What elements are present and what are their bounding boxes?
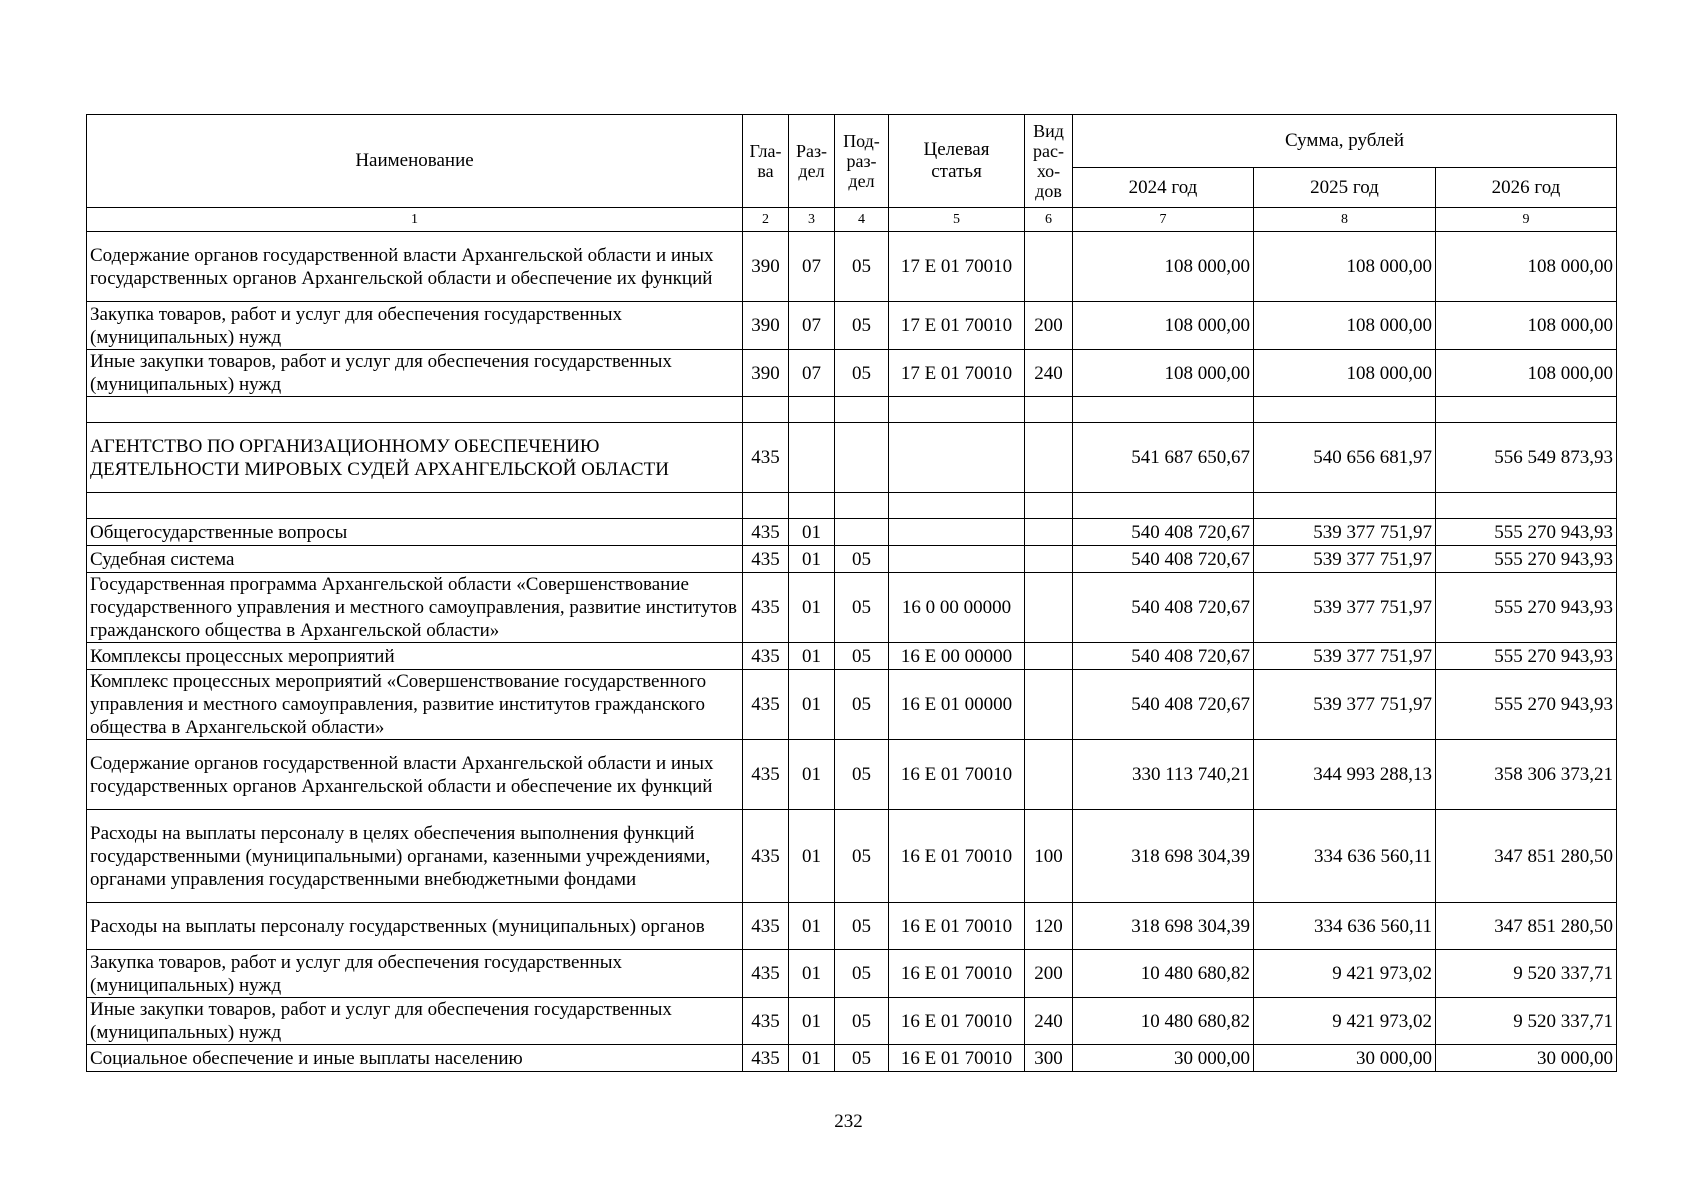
row-sum-2024: 108 000,00 xyxy=(1073,232,1254,302)
row-razdel: 01 xyxy=(789,573,835,643)
row-sum-2025: 540 656 681,97 xyxy=(1254,423,1436,493)
row-sum-2026: 555 270 943,93 xyxy=(1436,546,1617,573)
table-row xyxy=(87,740,1617,810)
row-glava: 435 xyxy=(743,950,789,998)
row-vid-rashodov xyxy=(1025,573,1073,643)
row-podrazdel: 05 xyxy=(835,350,889,397)
row-sum-2025: 539 377 751,97 xyxy=(1254,519,1436,546)
row-razdel: 01 xyxy=(789,670,835,740)
row-sum-2026: 347 851 280,50 xyxy=(1436,903,1617,950)
row-razdel xyxy=(789,397,835,423)
header-vid xyxy=(1025,115,1073,208)
row-razdel: 07 xyxy=(789,232,835,302)
row-vid-rashodov: 200 xyxy=(1025,950,1073,998)
row-celevaya-statya: 16 Е 01 70010 xyxy=(889,950,1025,998)
row-podrazdel: 05 xyxy=(835,950,889,998)
row-sum-2025 xyxy=(1254,493,1436,519)
row-celevaya-statya: 17 Е 01 70010 xyxy=(889,302,1025,350)
row-sum-2025: 108 000,00 xyxy=(1254,350,1436,397)
row-glava xyxy=(743,397,789,423)
row-sum-2026: 555 270 943,93 xyxy=(1436,670,1617,740)
row-razdel: 07 xyxy=(789,302,835,350)
table-body xyxy=(87,232,1617,1072)
row-name: Расходы на выплаты персоналу в целях обеспечения выполнения функций государственными (муниципальными) органами, казенными учреждениями, органами управления государственными внебюджетными фондами xyxy=(87,810,743,903)
row-sum-2024: 330 113 740,21 xyxy=(1073,740,1254,810)
column-number-row xyxy=(87,208,1617,232)
row-podrazdel: 05 xyxy=(835,740,889,810)
row-razdel: 01 xyxy=(789,643,835,670)
header-podrazdel-text: Под- раз- дел xyxy=(843,131,880,191)
table-row xyxy=(87,903,1617,950)
row-sum-2025: 344 993 288,13 xyxy=(1254,740,1436,810)
column-number: 4 xyxy=(835,208,889,232)
row-sum-2026: 30 000,00 xyxy=(1436,1045,1617,1072)
row-vid-rashodov xyxy=(1025,670,1073,740)
column-number: 1 xyxy=(87,208,743,232)
row-vid-rashodov: 240 xyxy=(1025,350,1073,397)
row-glava: 435 xyxy=(743,519,789,546)
row-celevaya-statya: 16 Е 01 70010 xyxy=(889,903,1025,950)
header-vid-text: Вид рас- хо- дов xyxy=(1033,121,1064,201)
row-sum-2024: 108 000,00 xyxy=(1073,302,1254,350)
table-row xyxy=(87,493,1617,519)
row-podrazdel xyxy=(835,423,889,493)
row-sum-2026 xyxy=(1436,397,1617,423)
row-name: Содержание органов государственной власти Архангельской области и иных государственных органов Архангельской области и обеспечение их функций xyxy=(87,232,743,302)
row-podrazdel: 05 xyxy=(835,232,889,302)
row-sum-2026: 555 270 943,93 xyxy=(1436,573,1617,643)
row-sum-2025: 9 421 973,02 xyxy=(1254,998,1436,1045)
row-sum-2025: 539 377 751,97 xyxy=(1254,643,1436,670)
row-sum-2026: 108 000,00 xyxy=(1436,232,1617,302)
header-podrazdel xyxy=(835,115,889,208)
row-name: Социальное обеспечение и иные выплаты населению xyxy=(87,1045,743,1072)
row-celevaya-statya xyxy=(889,493,1025,519)
row-name: Комплекс процессных мероприятий «Совершенствование государственного управления и местного самоуправления, развитие институтов гражданского общества в Архангельской области» xyxy=(87,670,743,740)
row-sum-2026: 556 549 873,93 xyxy=(1436,423,1617,493)
row-sum-2025: 334 636 560,11 xyxy=(1254,810,1436,903)
row-razdel: 01 xyxy=(789,519,835,546)
row-glava: 435 xyxy=(743,998,789,1045)
row-sum-2024 xyxy=(1073,493,1254,519)
header-glava-text: Гла- ва xyxy=(749,141,782,181)
row-sum-2024: 540 408 720,67 xyxy=(1073,546,1254,573)
row-razdel: 01 xyxy=(789,903,835,950)
row-razdel: 07 xyxy=(789,350,835,397)
column-number: 7 xyxy=(1073,208,1254,232)
table-row xyxy=(87,546,1617,573)
row-sum-2024: 318 698 304,39 xyxy=(1073,903,1254,950)
table-row xyxy=(87,573,1617,643)
row-podrazdel: 05 xyxy=(835,302,889,350)
row-sum-2025: 539 377 751,97 xyxy=(1254,670,1436,740)
row-sum-2024: 540 408 720,67 xyxy=(1073,519,1254,546)
row-sum-2025: 9 421 973,02 xyxy=(1254,950,1436,998)
row-vid-rashodov xyxy=(1025,493,1073,519)
header-year-2026: 2026 год xyxy=(1436,168,1617,208)
row-podrazdel: 05 xyxy=(835,1045,889,1072)
column-number: 5 xyxy=(889,208,1025,232)
row-celevaya-statya xyxy=(889,397,1025,423)
row-razdel xyxy=(789,423,835,493)
header-year-2025: 2025 год xyxy=(1254,168,1436,208)
header-year-2024: 2024 год xyxy=(1073,168,1254,208)
row-sum-2024: 108 000,00 xyxy=(1073,350,1254,397)
row-sum-2026: 9 520 337,71 xyxy=(1436,998,1617,1045)
table-row xyxy=(87,998,1617,1045)
row-razdel: 01 xyxy=(789,1045,835,1072)
row-glava: 435 xyxy=(743,903,789,950)
row-celevaya-statya: 16 Е 01 00000 xyxy=(889,670,1025,740)
row-sum-2025: 539 377 751,97 xyxy=(1254,546,1436,573)
row-celevaya-statya: 16 Е 01 70010 xyxy=(889,810,1025,903)
column-number: 3 xyxy=(789,208,835,232)
column-number: 6 xyxy=(1025,208,1073,232)
row-glava: 435 xyxy=(743,670,789,740)
row-podrazdel: 05 xyxy=(835,643,889,670)
table-row xyxy=(87,350,1617,397)
row-celevaya-statya xyxy=(889,519,1025,546)
row-razdel: 01 xyxy=(789,810,835,903)
row-sum-2024: 10 480 680,82 xyxy=(1073,998,1254,1045)
row-vid-rashodov xyxy=(1025,423,1073,493)
row-vid-rashodov xyxy=(1025,397,1073,423)
row-sum-2025 xyxy=(1254,397,1436,423)
row-celevaya-statya: 17 Е 01 70010 xyxy=(889,350,1025,397)
row-vid-rashodov xyxy=(1025,546,1073,573)
row-name xyxy=(87,397,743,423)
row-razdel: 01 xyxy=(789,950,835,998)
row-sum-2025: 30 000,00 xyxy=(1254,1045,1436,1072)
row-celevaya-statya xyxy=(889,546,1025,573)
row-sum-2024: 318 698 304,39 xyxy=(1073,810,1254,903)
row-podrazdel: 05 xyxy=(835,573,889,643)
row-glava: 435 xyxy=(743,546,789,573)
header-razdel-text: Раз- дел xyxy=(795,141,828,181)
row-glava xyxy=(743,493,789,519)
row-name: Закупка товаров, работ и услуг для обеспечения государственных (муниципальных) нужд xyxy=(87,950,743,998)
row-celevaya-statya: 16 0 00 00000 xyxy=(889,573,1025,643)
row-vid-rashodov xyxy=(1025,519,1073,546)
row-glava: 435 xyxy=(743,423,789,493)
row-glava: 390 xyxy=(743,350,789,397)
table-row xyxy=(87,950,1617,998)
row-sum-2024: 540 408 720,67 xyxy=(1073,573,1254,643)
table-row xyxy=(87,810,1617,903)
row-sum-2026: 358 306 373,21 xyxy=(1436,740,1617,810)
row-sum-2025: 108 000,00 xyxy=(1254,302,1436,350)
row-glava: 435 xyxy=(743,643,789,670)
header-razdel xyxy=(789,115,835,208)
row-razdel: 01 xyxy=(789,546,835,573)
row-glava: 435 xyxy=(743,573,789,643)
header-celevaya-text: Целевая статья xyxy=(923,139,990,182)
header-name: Наименование xyxy=(87,115,743,208)
row-celevaya-statya: 16 Е 01 70010 xyxy=(889,998,1025,1045)
row-name: Закупка товаров, работ и услуг для обеспечения государственных (муниципальных) нужд xyxy=(87,302,743,350)
row-sum-2025: 108 000,00 xyxy=(1254,232,1436,302)
row-vid-rashodov: 300 xyxy=(1025,1045,1073,1072)
column-number: 2 xyxy=(743,208,789,232)
row-vid-rashodov xyxy=(1025,643,1073,670)
row-razdel: 01 xyxy=(789,740,835,810)
row-name xyxy=(87,493,743,519)
row-sum-2024: 540 408 720,67 xyxy=(1073,670,1254,740)
row-name: АГЕНТСТВО ПО ОРГАНИЗАЦИОННОМУ ОБЕСПЕЧЕНИЮ ДЕЯТЕЛЬНОСТИ МИРОВЫХ СУДЕЙ АРХАНГЕЛЬСКОЙ ОБЛАСТИ xyxy=(87,423,743,493)
row-vid-rashodov: 200 xyxy=(1025,302,1073,350)
row-podrazdel xyxy=(835,519,889,546)
page-number: 232 xyxy=(834,1111,863,1132)
row-vid-rashodov xyxy=(1025,740,1073,810)
row-vid-rashodov: 100 xyxy=(1025,810,1073,903)
row-sum-2024: 541 687 650,67 xyxy=(1073,423,1254,493)
row-name: Содержание органов государственной власти Архангельской области и иных государственных органов Архангельской области и обеспечение их функций xyxy=(87,740,743,810)
column-number: 9 xyxy=(1436,208,1617,232)
row-podrazdel: 05 xyxy=(835,810,889,903)
header-glava xyxy=(743,115,789,208)
header-summa: Сумма, рублей xyxy=(1073,115,1617,168)
row-glava: 435 xyxy=(743,1045,789,1072)
row-sum-2026: 555 270 943,93 xyxy=(1436,519,1617,546)
row-glava: 390 xyxy=(743,302,789,350)
row-podrazdel: 05 xyxy=(835,903,889,950)
row-celevaya-statya: 16 Е 01 70010 xyxy=(889,1045,1025,1072)
header-celevaya xyxy=(889,115,1025,208)
row-sum-2026: 9 520 337,71 xyxy=(1436,950,1617,998)
row-sum-2026 xyxy=(1436,493,1617,519)
table-row xyxy=(87,1045,1617,1072)
table-row xyxy=(87,670,1617,740)
row-name: Расходы на выплаты персоналу государственных (муниципальных) органов xyxy=(87,903,743,950)
row-podrazdel: 05 xyxy=(835,546,889,573)
table-row xyxy=(87,232,1617,302)
row-sum-2026: 347 851 280,50 xyxy=(1436,810,1617,903)
row-celevaya-statya: 17 Е 01 70010 xyxy=(889,232,1025,302)
budget-table xyxy=(86,114,1617,1072)
row-name: Государственная программа Архангельской области «Совершенствование государственного управления и местного самоуправления, развитие институтов гражданского общества в Архангельской области» xyxy=(87,573,743,643)
row-celevaya-statya: 16 Е 01 70010 xyxy=(889,740,1025,810)
row-podrazdel: 05 xyxy=(835,670,889,740)
row-name: Комплексы процессных мероприятий xyxy=(87,643,743,670)
row-celevaya-statya: 16 Е 00 00000 xyxy=(889,643,1025,670)
table-row xyxy=(87,519,1617,546)
row-celevaya-statya xyxy=(889,423,1025,493)
row-vid-rashodov: 240 xyxy=(1025,998,1073,1045)
row-name: Иные закупки товаров, работ и услуг для обеспечения государственных (муниципальных) нужд xyxy=(87,350,743,397)
table-row xyxy=(87,302,1617,350)
table-row xyxy=(87,423,1617,493)
row-sum-2025: 334 636 560,11 xyxy=(1254,903,1436,950)
row-vid-rashodov: 120 xyxy=(1025,903,1073,950)
table-row xyxy=(87,397,1617,423)
row-name: Общегосударственные вопросы xyxy=(87,519,743,546)
row-glava: 390 xyxy=(743,232,789,302)
row-sum-2025: 539 377 751,97 xyxy=(1254,573,1436,643)
row-razdel: 01 xyxy=(789,998,835,1045)
row-name: Судебная система xyxy=(87,546,743,573)
row-sum-2026: 108 000,00 xyxy=(1436,350,1617,397)
row-sum-2026: 555 270 943,93 xyxy=(1436,643,1617,670)
row-podrazdel: 05 xyxy=(835,998,889,1045)
row-razdel xyxy=(789,493,835,519)
table-row xyxy=(87,643,1617,670)
row-name: Иные закупки товаров, работ и услуг для обеспечения государственных (муниципальных) нужд xyxy=(87,998,743,1045)
row-podrazdel xyxy=(835,397,889,423)
row-sum-2026: 108 000,00 xyxy=(1436,302,1617,350)
row-sum-2024: 10 480 680,82 xyxy=(1073,950,1254,998)
row-sum-2024: 540 408 720,67 xyxy=(1073,643,1254,670)
row-glava: 435 xyxy=(743,810,789,903)
column-number: 8 xyxy=(1254,208,1436,232)
row-glava: 435 xyxy=(743,740,789,810)
row-podrazdel xyxy=(835,493,889,519)
row-sum-2024 xyxy=(1073,397,1254,423)
row-vid-rashodov xyxy=(1025,232,1073,302)
row-sum-2024: 30 000,00 xyxy=(1073,1045,1254,1072)
